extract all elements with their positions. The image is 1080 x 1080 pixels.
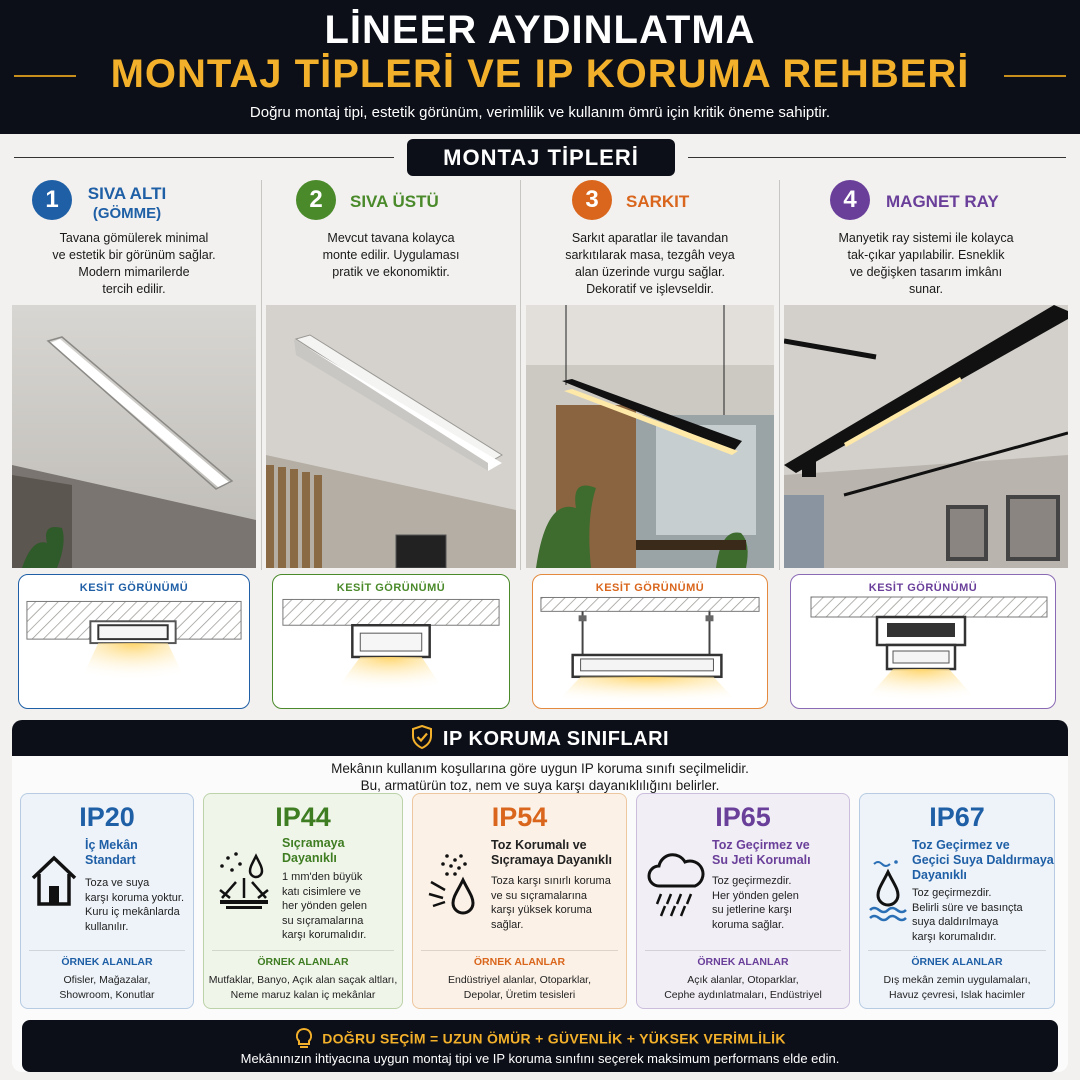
desc-line: koruma sağlar. — [712, 918, 785, 931]
ip-title-line: Toz Geçirmez ve — [712, 838, 810, 852]
surface-photo — [266, 305, 516, 568]
rain-cloud-icon — [645, 852, 707, 918]
example-line: Cephe aydınlatmaları, Endüstriyel — [664, 989, 822, 1001]
desc-line: Kuru iç mekânlarda — [85, 906, 180, 918]
desc-line: ve su sıçramalarına — [491, 889, 587, 902]
ip-title — [282, 836, 345, 866]
ip-title-line: Dayanıklı — [912, 868, 967, 882]
recessed-photo — [12, 305, 256, 568]
desc-line: ve değişken tasarım imkânı — [849, 265, 1003, 279]
mount-title-line2: (GÖMME) — [92, 205, 162, 222]
page-title-line2: MONTAJ TİPLERİ VE IP KORUMA REHBERİ — [110, 52, 970, 96]
ip-card-ip67 — [859, 793, 1055, 1009]
cross-section-surface — [272, 574, 510, 709]
ip-title — [85, 838, 138, 868]
ip-code: IP54 — [491, 802, 548, 832]
desc-line: Belirli süre ve basınçta — [912, 901, 1023, 914]
ip-title-line: Sıçramaya — [282, 836, 345, 850]
desc-line: Toz geçirmezdir. — [712, 875, 792, 887]
ip-description — [282, 870, 367, 943]
example-line: Neme maruz kalan iç mekânlar — [230, 989, 376, 1001]
ip-card-ip20 — [20, 793, 194, 1009]
ip-title-line: Su Jeti Korumalı — [712, 853, 811, 867]
desc-line: su jetlerine karşı — [712, 904, 793, 916]
number-badge: 2 — [296, 180, 336, 220]
mount-type-pendant — [526, 178, 774, 712]
mount-title: SIVA ÜSTÜ — [350, 192, 439, 211]
ip-card-ip65 — [636, 793, 850, 1009]
cross-section-label: KESİT GÖRÜNÜMÜ — [868, 582, 978, 594]
desc-line: Toz geçirmezdir. — [912, 887, 992, 899]
splash-plant-icon — [216, 852, 272, 912]
ip-title — [912, 838, 1054, 883]
desc-line: ve estetik bir görünüm sağlar. — [52, 248, 216, 262]
column-divider — [520, 180, 521, 570]
ip-title — [712, 838, 811, 868]
desc-line: Toza karşı sınırlı koruma — [491, 875, 611, 887]
mount-description — [266, 230, 516, 281]
examples-list — [415, 973, 624, 1003]
gold-divider-right — [1004, 75, 1066, 77]
house-icon — [29, 852, 79, 908]
ip-code: IP67 — [929, 802, 985, 832]
example-line: Showroom, Konutlar — [59, 989, 155, 1001]
cross-section-label: KESİT GÖRÜNÜMÜ — [79, 582, 189, 594]
ip-code: IP20 — [79, 802, 135, 832]
example-line: Endüstriyel alanlar, Otoparklar, — [448, 974, 591, 986]
desc-line: pratik ve ekonomiktir. — [332, 265, 450, 279]
examples-list — [639, 973, 847, 1003]
desc-line: suya daldırılmaya — [912, 916, 999, 928]
mount-title: MAGNET RAY — [886, 192, 999, 211]
number-badge: 1 — [32, 180, 72, 220]
page-subtitle: Doğru montaj tipi, estetik görünüm, verimlilik ve kullanım ömrü için kritik öneme sahiptir. — [249, 104, 831, 121]
water-drop-icon — [868, 858, 908, 924]
ip-section-header — [12, 720, 1068, 756]
card-separator — [868, 950, 1046, 951]
desc-line: her yönden gelen — [282, 900, 368, 912]
ip-description — [712, 874, 799, 932]
section-rule-left — [14, 157, 394, 158]
cross-section-label: KESİT GÖRÜNÜMÜ — [336, 582, 446, 594]
examples-label: ÖRNEK ALANLAR — [911, 956, 1003, 968]
cross-section-magnet-track — [790, 574, 1056, 709]
magnet-track-photo — [784, 305, 1068, 568]
footer-text: Mekânınızın ihtiyacına uygun montaj tipi ve IP koruma sınıfını seçerek maksimum performans elde edin. — [240, 1051, 840, 1066]
examples-list — [206, 973, 400, 1003]
desc-line: Manyetik ray sistemi ile kolayca — [838, 231, 1014, 245]
examples-label: ÖRNEK ALANLAR — [257, 956, 349, 968]
dust-drop-icon — [427, 852, 483, 918]
number-badge: 3 — [572, 180, 612, 220]
example-line: Ofisler, Mağazalar, — [63, 974, 151, 986]
desc-line: Toza ve suya — [85, 877, 150, 889]
mount-description — [526, 230, 774, 298]
ip-title-line: Geçici Suya Daldırmaya — [912, 853, 1054, 867]
cross-section-label: KESİT GÖRÜNÜMÜ — [595, 582, 705, 594]
desc-line: sağlar. — [491, 918, 524, 931]
page-title-line1: LİNEER AYDINLATMA — [324, 8, 756, 52]
ip-description — [85, 876, 184, 934]
desc-line: Tavana gömülerek minimal — [59, 231, 209, 245]
ip-subtitle-line2: Bu, armatürün toz, nem ve suya karşı dayanıklılığını belirler. — [360, 778, 720, 793]
mount-description — [784, 230, 1068, 298]
example-line: Mutfaklar, Banyo, Açık alan saçak altları, — [208, 974, 398, 986]
desc-line: tak-çıkar yapılabilir. Esneklik — [847, 248, 1005, 262]
desc-line: Sarkıt aparatlar ile tavandan — [571, 231, 729, 245]
desc-line: Dekoratif ve işlevseldir. — [586, 282, 714, 296]
card-separator — [645, 950, 841, 951]
mount-type-magnet-track — [784, 178, 1068, 712]
desc-line: karşı korumalıdır. — [912, 930, 997, 943]
ip-title-line: Dayanıklı — [282, 851, 337, 865]
ip-code: IP44 — [275, 802, 331, 832]
examples-label: ÖRNEK ALANLAR — [61, 956, 153, 968]
mount-title: SARKIT — [626, 192, 690, 211]
card-separator — [421, 950, 618, 951]
ip-description — [491, 874, 611, 932]
mount-section-title: MONTAJ TİPLERİ — [407, 139, 675, 176]
shield-check-icon — [411, 725, 433, 749]
desc-line: sunar. — [908, 282, 944, 296]
card-separator — [212, 950, 394, 951]
ip-title-line: Toz Geçirmez ve — [912, 838, 1010, 852]
desc-line: karşı koruma yoktur. — [85, 891, 185, 904]
examples-label: ÖRNEK ALANLAR — [473, 956, 566, 968]
lightbulb-icon — [294, 1027, 314, 1049]
desc-line: karşı yüksek koruma — [491, 904, 592, 916]
column-divider — [779, 180, 780, 570]
header-banner — [0, 0, 1080, 134]
mount-title-line1: SIVA ALTI — [87, 184, 167, 203]
ip-title-line: İç Mekân — [85, 838, 138, 852]
examples-list — [23, 973, 191, 1003]
ip-title-line: Standart — [85, 853, 136, 867]
example-line: Depolar, Üretim tesisleri — [463, 989, 576, 1001]
cross-section-recessed — [18, 574, 250, 709]
mount-type-recessed — [12, 178, 256, 712]
desc-line: su sıçramalarına — [282, 914, 364, 927]
example-line: Açık alanlar, Otoparklar, — [687, 974, 799, 986]
examples-list — [862, 973, 1052, 1003]
ip-card-ip44 — [203, 793, 403, 1009]
number-badge: 4 — [830, 180, 870, 220]
desc-line: kullanılır. — [85, 920, 129, 933]
desc-line: Modern mimarilerde — [78, 265, 190, 279]
ip-code: IP65 — [715, 802, 771, 832]
example-line: Havuz çevresi, Islak hacimler — [889, 989, 1025, 1001]
examples-label: ÖRNEK ALANLAR — [697, 956, 789, 968]
cross-section-pendant — [532, 574, 768, 709]
desc-line: katı cisimlere ve — [282, 885, 361, 898]
mount-type-surface — [266, 178, 516, 712]
section-rule-right — [688, 157, 1066, 158]
column-divider — [261, 180, 262, 570]
ip-section-subtitle — [0, 760, 1080, 794]
mount-title — [82, 184, 172, 224]
ip-subtitle-line1: Mekânın kullanım koşullarına göre uygun IP koruma sınıfı seçilmelidir. — [331, 761, 749, 776]
footer-banner — [22, 1020, 1058, 1072]
pendant-photo — [526, 305, 774, 568]
desc-line: monte edilir. Uygulaması — [322, 248, 460, 262]
desc-line: karşı korumalıdır. — [282, 929, 367, 941]
ip-title — [491, 838, 612, 868]
desc-line: alan üzerinde vurgu sağlar. — [574, 265, 726, 279]
ip-title-line: Toz Korumalı ve — [491, 838, 587, 852]
footer-headline — [22, 1029, 1058, 1051]
desc-line: 1 mm'den büyük — [282, 871, 363, 883]
footer-headline-text: DOĞRU SEÇİM = UZUN ÖMÜR + GÜVENLİK + YÜKSEK VERİMLİLİK — [322, 1030, 786, 1047]
desc-line: Mevcut tavana kolayca — [327, 231, 455, 245]
desc-line: sarkıtılarak masa, tezgâh veya — [565, 248, 735, 262]
example-line: Dış mekân zemin uygulamaları, — [883, 974, 1031, 986]
ip-section-title: IP KORUMA SINIFLARI — [442, 728, 670, 750]
card-separator — [29, 950, 185, 951]
ip-title-line: Sıçramaya Dayanıklı — [491, 853, 612, 867]
ip-description — [912, 886, 1023, 944]
desc-line: tercih edilir. — [102, 282, 166, 296]
mount-description — [12, 230, 256, 298]
desc-line: Her yönden gelen — [712, 889, 799, 902]
ip-card-ip54 — [412, 793, 627, 1009]
